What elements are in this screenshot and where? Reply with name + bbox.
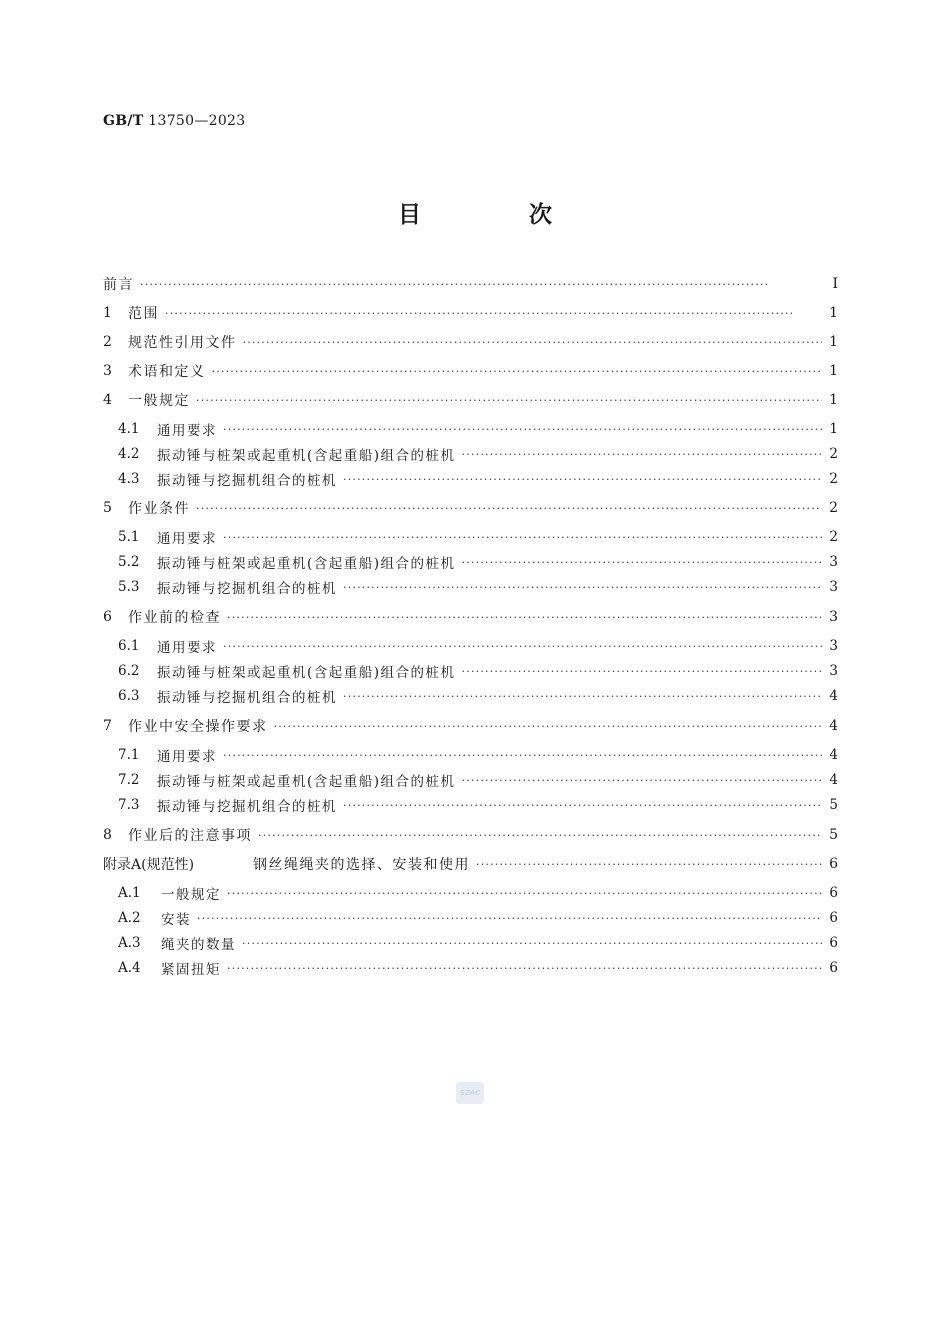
toc-label: 振动锤与挖掘机组合的桩机 xyxy=(157,690,337,706)
toc-label: 钢丝绳绳夹的选择、安装和使用 xyxy=(253,857,470,873)
toc-label: 一般规定 xyxy=(128,393,190,409)
toc-subentry[interactable] xyxy=(118,635,838,657)
watermark-logo: SZAC xyxy=(456,1082,484,1104)
toc-label: 安装 xyxy=(161,912,191,928)
toc-number: A.2 xyxy=(118,910,141,926)
toc-label: 作业中安全操作要求 xyxy=(128,719,268,735)
toc-page: Ⅰ xyxy=(832,276,838,292)
toc-page: 2 xyxy=(829,446,838,462)
toc-page: 1 xyxy=(829,334,838,350)
toc-number: 7.3 xyxy=(118,797,140,813)
toc-label: 振动锤与挖掘机组合的桩机 xyxy=(157,581,337,597)
toc-label: 振动锤与挖掘机组合的桩机 xyxy=(157,799,337,815)
toc-page: 6 xyxy=(829,910,838,926)
toc-label: 通用要求 xyxy=(157,531,217,547)
toc-label: 紧固扭矩 xyxy=(161,962,221,978)
toc-subentry[interactable] xyxy=(118,526,838,548)
dot-leader xyxy=(197,912,822,925)
dot-leader xyxy=(343,581,822,594)
toc-subentry[interactable] xyxy=(118,685,838,707)
dot-leader xyxy=(223,531,822,544)
toc-entry[interactable] xyxy=(103,360,838,382)
toc-entry[interactable] xyxy=(103,715,838,737)
toc-number: 5.3 xyxy=(118,579,140,595)
toc-page: 3 xyxy=(829,579,838,595)
toc-label: 术语和定义 xyxy=(128,364,206,380)
toc-subentry[interactable] xyxy=(118,882,838,904)
dot-leader xyxy=(196,502,822,515)
dot-leader xyxy=(343,799,822,812)
dot-leader xyxy=(242,937,822,950)
toc-number: 6.1 xyxy=(118,638,140,654)
dot-leader xyxy=(227,962,822,975)
toc-page: 5 xyxy=(829,827,838,843)
toc-subentry[interactable] xyxy=(118,932,838,954)
dot-leader xyxy=(212,365,823,378)
toc-number: A.3 xyxy=(118,935,141,951)
toc-subentry[interactable] xyxy=(118,907,838,929)
toc-number: 4.1 xyxy=(118,421,140,437)
dot-leader xyxy=(343,690,822,703)
dot-leader xyxy=(462,448,822,461)
toc-label: 作业条件 xyxy=(128,501,190,517)
toc-page: 4 xyxy=(829,772,838,788)
toc-number: 6 xyxy=(103,609,112,625)
dot-leader xyxy=(462,556,822,569)
toc-subentry[interactable] xyxy=(118,744,838,766)
dot-leader xyxy=(462,774,822,787)
toc-number: A.1 xyxy=(118,885,141,901)
toc-page: 1 xyxy=(829,421,838,437)
toc-number: 附录A(规范性) xyxy=(103,857,195,873)
toc-number: 2 xyxy=(103,334,112,350)
toc-label: 作业前的检查 xyxy=(128,610,221,626)
toc-label: 振动锤与桩架或起重机(含起重船)组合的桩机 xyxy=(157,774,456,790)
toc-page: 6 xyxy=(829,885,838,901)
toc-subentry[interactable] xyxy=(118,468,838,490)
dot-leader xyxy=(462,665,822,678)
dot-leader xyxy=(223,749,822,762)
toc-number: 8 xyxy=(103,827,112,843)
dot-leader xyxy=(227,611,822,624)
toc-number: 6.2 xyxy=(118,663,140,679)
toc-number: 4 xyxy=(103,392,112,408)
toc-number: 7.2 xyxy=(118,772,140,788)
toc-label: 绳夹的数量 xyxy=(161,937,236,953)
toc-entry[interactable] xyxy=(103,389,838,411)
toc-entry-appendix-a[interactable] xyxy=(103,853,838,875)
toc-label: 通用要求 xyxy=(157,423,217,439)
toc-number: 7.1 xyxy=(118,747,140,763)
toc-page: 2 xyxy=(829,471,838,487)
toc-subentry[interactable] xyxy=(118,551,838,573)
toc-page: 6 xyxy=(829,935,838,951)
toc-label: 规范性引用文件 xyxy=(128,335,237,351)
toc-page: 1 xyxy=(829,363,838,379)
toc-subentry[interactable] xyxy=(118,957,838,979)
toc-number: 5.1 xyxy=(118,529,140,545)
dot-leader xyxy=(223,640,822,653)
toc-page: 6 xyxy=(829,960,838,976)
dot-leader xyxy=(140,278,822,291)
toc-page: 1 xyxy=(829,392,838,408)
dot-leader xyxy=(258,829,822,842)
toc-number: A.4 xyxy=(118,960,141,976)
dot-leader xyxy=(196,394,822,407)
toc-page: 3 xyxy=(829,663,838,679)
toc-page: 2 xyxy=(829,500,838,516)
toc-page: 1 xyxy=(829,305,838,321)
toc-page: 4 xyxy=(829,747,838,763)
toc-label: 一般规定 xyxy=(161,887,221,903)
dot-leader xyxy=(343,473,822,486)
toc-page: 3 xyxy=(829,609,838,625)
toc-subentry[interactable] xyxy=(118,418,838,440)
toc-label: 振动锤与桩架或起重机(含起重船)组合的桩机 xyxy=(157,556,456,572)
dot-leader xyxy=(476,858,822,871)
toc-label: 作业后的注意事项 xyxy=(128,828,252,844)
toc-page: 3 xyxy=(829,554,838,570)
dot-leader xyxy=(227,887,822,900)
toc-subentry[interactable] xyxy=(118,576,838,598)
toc-subentry[interactable] xyxy=(118,660,838,682)
toc-entry[interactable] xyxy=(103,606,838,628)
dot-leader xyxy=(165,307,822,320)
toc-number: 5 xyxy=(103,500,112,516)
toc-page: 3 xyxy=(829,638,838,654)
standard-number: 13750—2023 xyxy=(148,113,246,129)
dot-leader xyxy=(223,423,822,436)
toc-subentry[interactable] xyxy=(118,443,838,465)
dot-leader xyxy=(243,336,823,349)
toc-label: 通用要求 xyxy=(157,640,217,656)
page-title: 目 次 xyxy=(397,202,602,228)
toc-page: 2 xyxy=(829,529,838,545)
toc-entry[interactable] xyxy=(103,331,838,353)
toc-number: 5.2 xyxy=(118,554,140,570)
toc-entry[interactable] xyxy=(103,497,838,519)
standard-prefix: GB/T xyxy=(103,113,144,129)
toc-page: 4 xyxy=(829,688,838,704)
toc-label: 振动锤与桩架或起重机(含起重船)组合的桩机 xyxy=(157,665,456,681)
toc-label: 振动锤与桩架或起重机(含起重船)组合的桩机 xyxy=(157,448,456,464)
toc-entry[interactable] xyxy=(103,302,838,324)
toc-number: 7 xyxy=(103,718,112,734)
toc-entry-foreword[interactable] xyxy=(103,273,838,295)
toc-label: 通用要求 xyxy=(157,749,217,765)
toc-page: 4 xyxy=(829,718,838,734)
toc-label: 范围 xyxy=(128,306,159,322)
toc-page: 5 xyxy=(829,797,838,813)
toc-subentry[interactable] xyxy=(118,769,838,791)
toc-page: 6 xyxy=(829,856,838,872)
toc-entry[interactable] xyxy=(103,824,838,846)
toc-number: 4.3 xyxy=(118,471,140,487)
toc-number: 6.3 xyxy=(118,688,140,704)
toc-number: 1 xyxy=(103,305,112,321)
toc-number: 4.2 xyxy=(118,446,140,462)
toc-label: 振动锤与挖掘机组合的桩机 xyxy=(157,473,337,489)
toc-number: 3 xyxy=(103,363,112,379)
toc-label: 前言 xyxy=(103,277,134,293)
dot-leader xyxy=(274,720,823,733)
toc-subentry[interactable] xyxy=(118,794,838,816)
standard-code xyxy=(103,113,245,129)
